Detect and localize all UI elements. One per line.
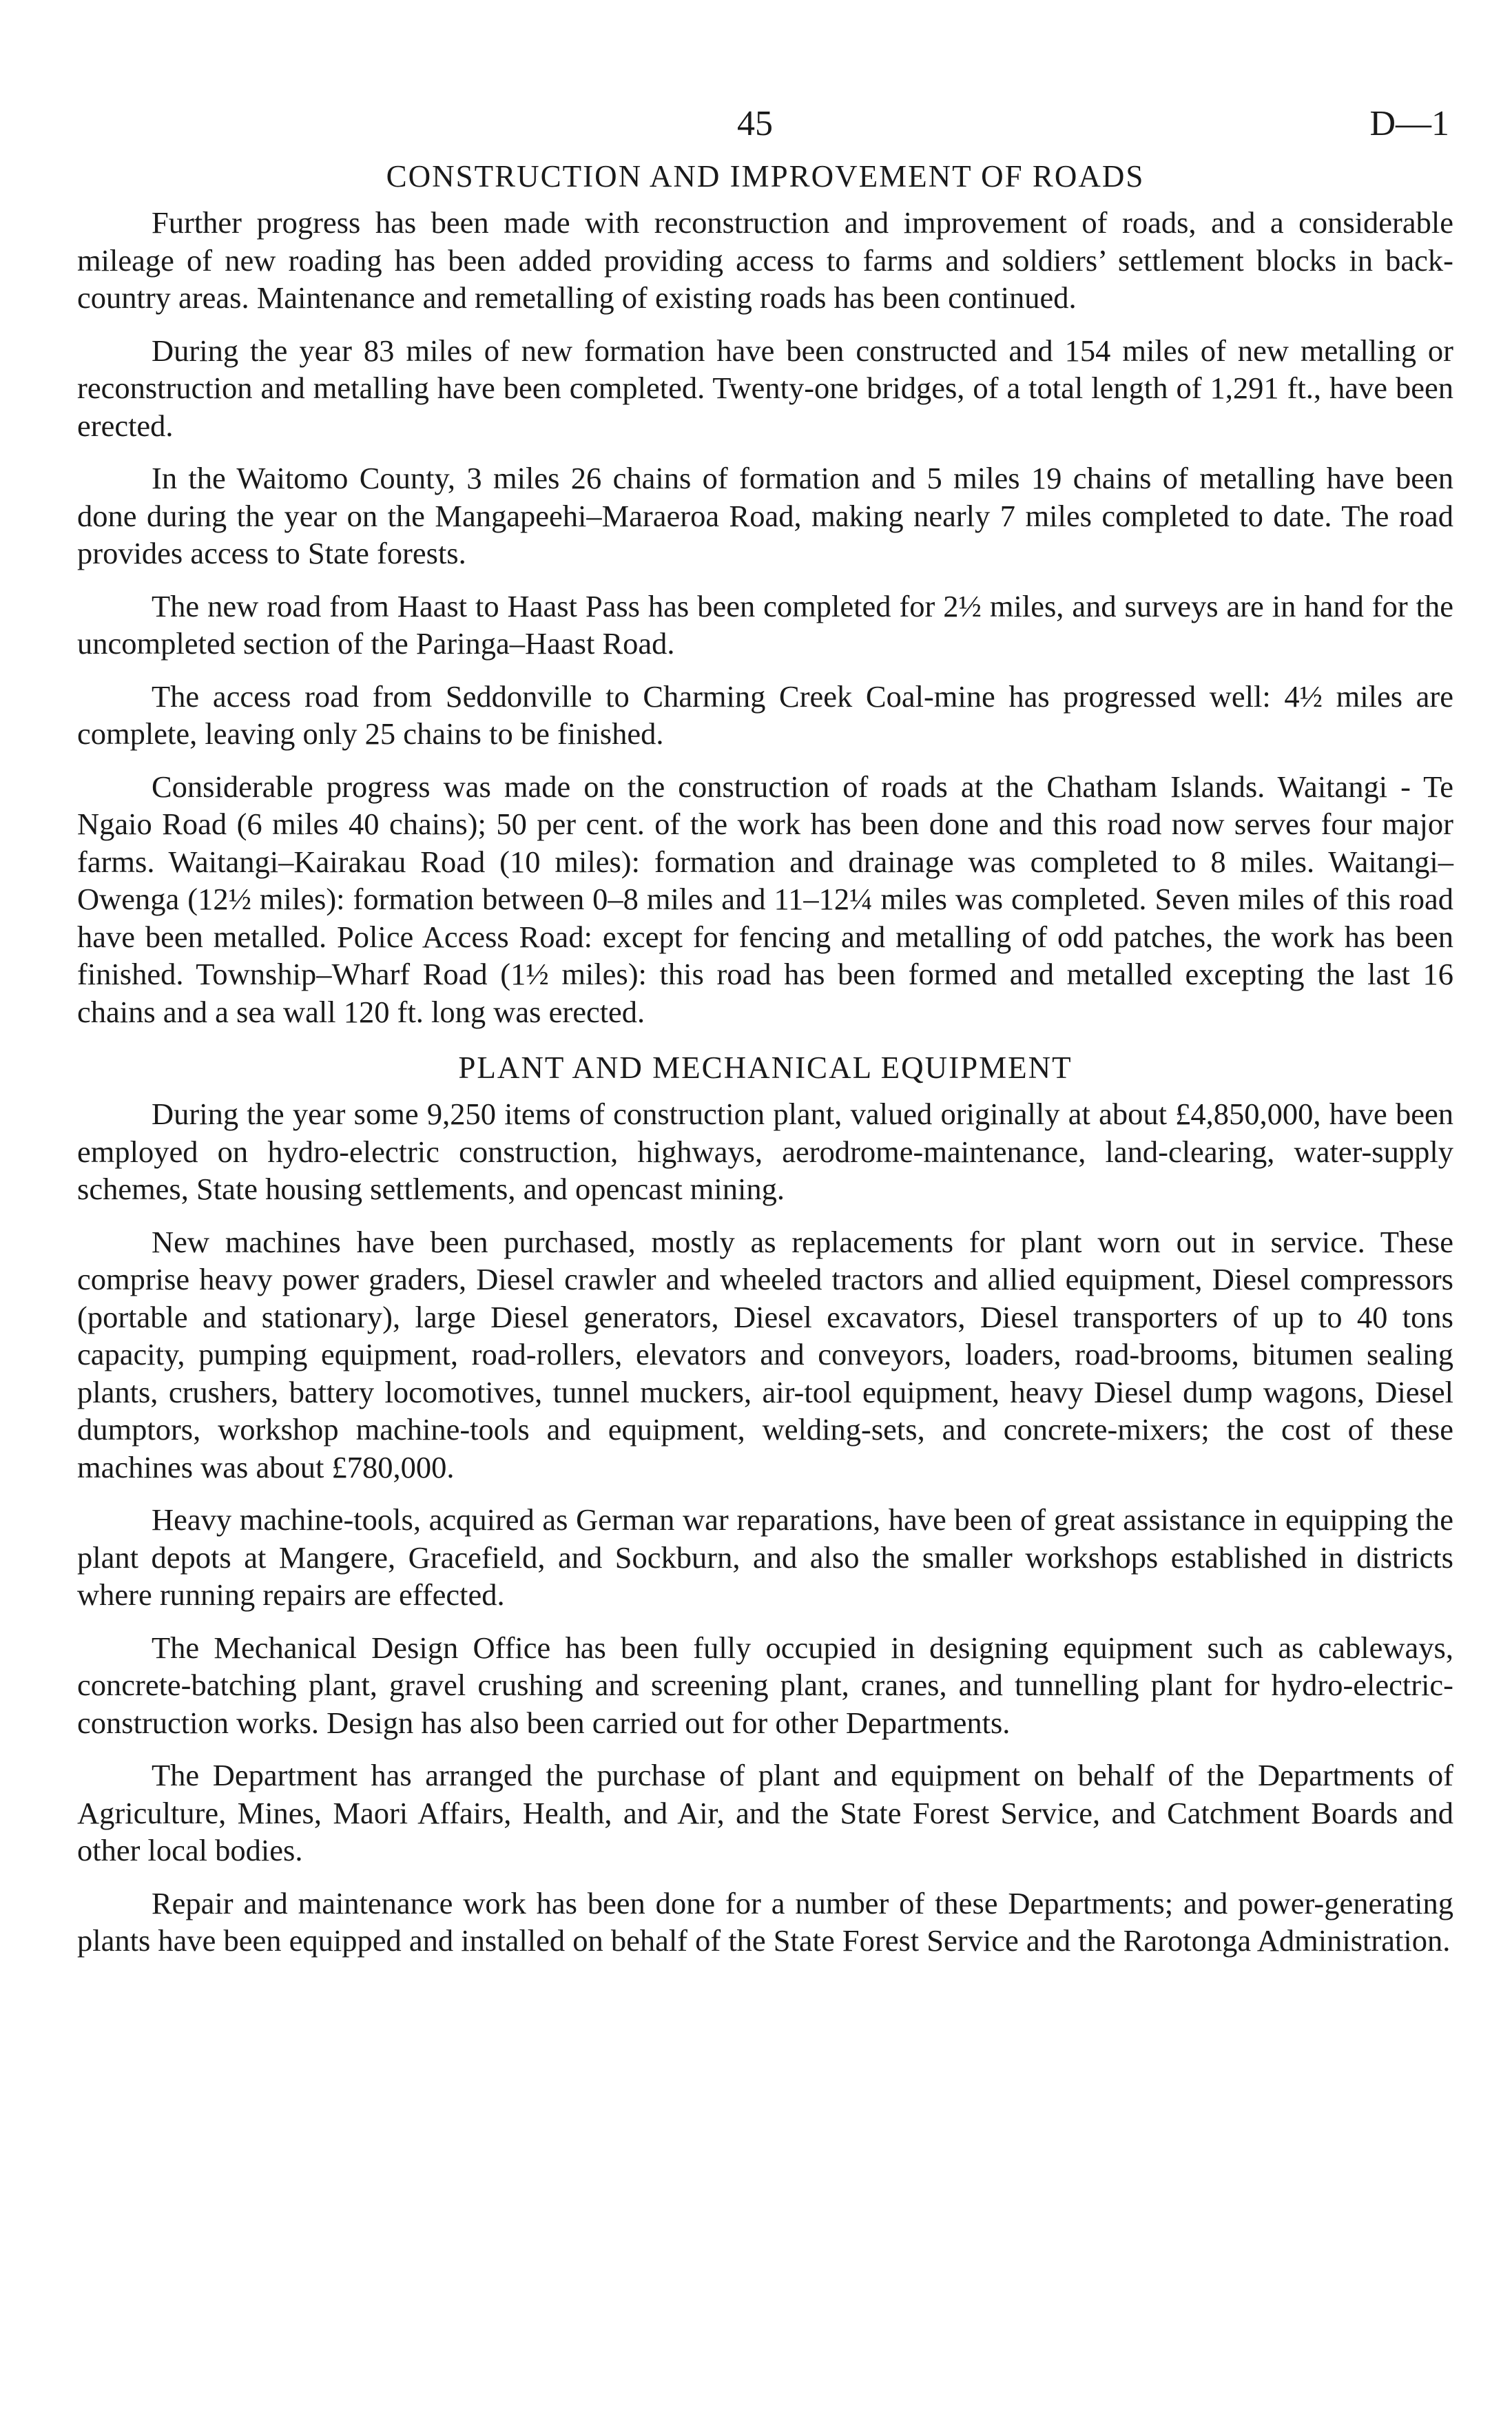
paragraph: In the Waitomo County, 3 miles 26 chains of formation and 5 miles 19 chains of metalling have been done during the year on the Mangapeehi–Maraeroa Road, making nearly 7 miles completed to date. The road provides access to State forests.	[77, 461, 1453, 570]
paragraph: During the year 83 miles of new formation have been constructed and 154 miles of new metalling or reconstruction and metalling have been completed. Twenty-one bridges, of a total length of 1,291 ft., have been erected.	[77, 333, 1453, 443]
paragraph: The Mechanical Design Office has been fully occupied in designing equipment such as cableways, concrete-batching plant, gravel crushing and screening plant, cranes, and tunnelling plant for hydro-electric-construction works. Design has also been carried out for other Departments.	[77, 1630, 1453, 1740]
section-plant-equipment	[77, 1050, 1453, 1960]
paragraph: Further progress has been made with reconstruction and improvement of roads, and a considerable mileage of new roading has been added providing access to farms and soldiers’ settlement blocks in back-country areas. Maintenance and remetalling of existing roads has been continued.	[77, 205, 1453, 315]
section-heading: CONSTRUCTION AND IMPROVEMENT OF ROADS	[386, 159, 1145, 194]
section-heading: PLANT AND MECHANICAL EQUIPMENT	[458, 1050, 1073, 1085]
paragraph: The Department has arranged the purchase of plant and equipment on behalf of the Departments of Agriculture, Mines, Maori Affairs, Health, and Air, and the State Forest Service, and Catchment Boards and other local bodies.	[77, 1758, 1453, 1867]
page-number: 45	[737, 104, 773, 143]
page-header	[77, 103, 1453, 158]
paragraph: Repair and maintenance work has been done for a number of these Departments; and power-generating plants have been equipped and installed on behalf of the State Forest Service and the Rarotonga Administration.	[77, 1885, 1453, 1958]
paragraph: The new road from Haast to Haast Pass has been completed for 2½ miles, and surveys are in hand for the uncompleted section of the Paringa–Haast Road.	[77, 588, 1453, 661]
paragraph: Heavy machine-tools, acquired as German war reparations, have been of great assistance in equipping the plant depots at Mangere, Gracefield, and Sockburn, and also the smaller workshops established in districts where running repairs are effected.	[77, 1502, 1453, 1612]
document-reference: D—1	[1369, 104, 1449, 143]
paragraph: New machines have been purchased, mostly as replacements for plant worn out in service. These comprise heavy power graders, Diesel crawler and wheeled tractors and allied equipment, Diesel compressors (portable and stationary), large Diesel generators, Diesel excavators, Diesel transporters of up to 40 tons capacity, pumping equipment, road-rollers, elevators and conveyors, loaders, road-brooms, bitumen sealing plants, crushers, battery locomotives, tunnel muckers, air-tool equipment, heavy Diesel dump wagons, Diesel dumptors, workshop machine-tools and equipment, welding-sets, and concrete-mixers; the cost of these machines was about £780,000.	[77, 1224, 1453, 1484]
paragraph: Considerable progress was made on the construction of roads at the Chatham Islands. Waitangi - Te Ngaio Road (6 miles 40 chains); 50 per cent. of the work has been done and this road now serves four major farms. Waitangi–Kairakau Road (10 miles): formation and drainage was completed to 8 miles. Waitangi–Owenga (12½ miles): formation between 0–8 miles and 11–12¼ miles was completed. Seven miles of this road have been metalled. Police Access Road: except for fencing and metalling of odd patches, the work has been finished. Township–Wharf Road (1½ miles): this road has been formed and metalled excepting the last 16 chains and a sea wall 120 ft. long was erected.	[77, 769, 1453, 1029]
paragraph: The access road from Seddonville to Charming Creek Coal-mine has progressed well: 4½ miles are complete, leaving only 25 chains to be finished.	[77, 678, 1453, 751]
document-page	[77, 103, 1453, 1975]
section-construction-roads	[77, 158, 1453, 1030]
paragraph: During the year some 9,250 items of construction plant, valued originally at about £4,850,000, have been employed on hydro-electric construction, highways, aerodrome-maintenance, land-clearing, water-supply schemes, State housing settlements, and opencast mining.	[77, 1097, 1453, 1206]
